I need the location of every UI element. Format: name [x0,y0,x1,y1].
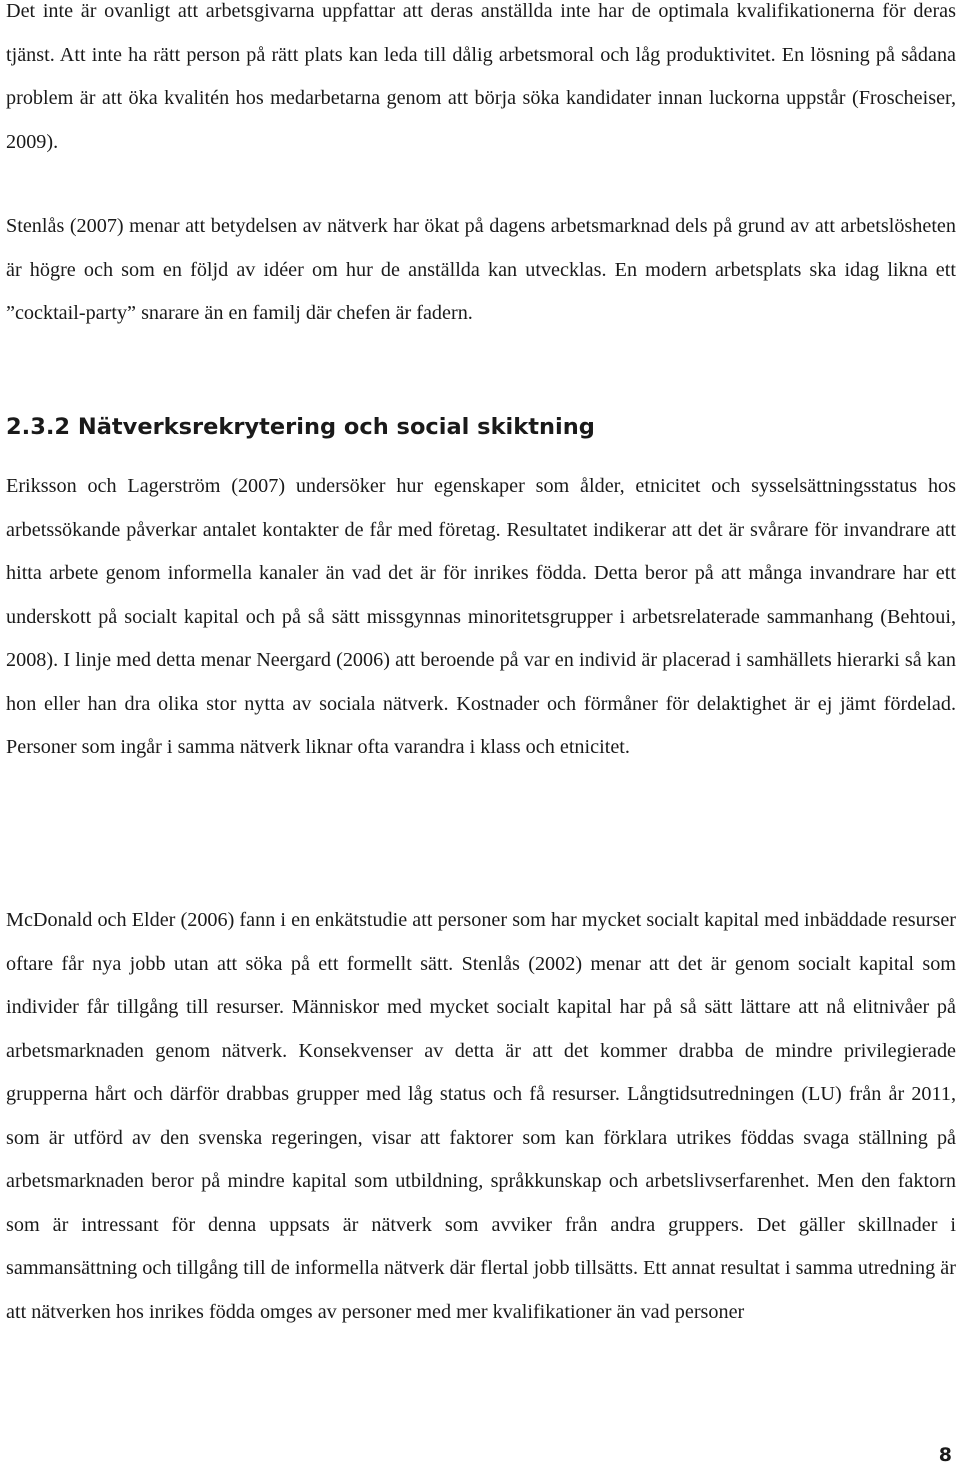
paragraph-1: Det inte är ovanligt att arbetsgivarna uppfattar att deras anställda inte har de optimala kvalifikationerna för deras tjänst. Att inte ha rätt person på rätt plats kan leda till dålig arbetsmoral och låg produktivitet. En lösning på sådana problem är att öka kvalitén hos medarbetarna genom att börja söka kandidater innan luckorna uppstår (Froscheiser, 2009). [6,0,956,153]
section-heading: 2.3.2 Nätverksrekrytering och social skiktning [6,414,595,440]
paragraph-4: McDonald och Elder (2006) fann i en enkätstudie att personer som har mycket socialt kapital med inbäddade resurser oftare får nya jobb utan att söka på ett formellt sätt. Stenlås (2002) menar att det är genom socialt kapital som individer får tillgång till resurser. Människor med mycket socialt kapital har på så sätt lättare att nå elitnivåer på arbetsmarknaden genom nätverk. Konsekvenser av detta är att det kommer drabba de mindre privilegierade grupperna hårt och därför drabbas grupper med låg status och få resurser. Långtidsutredningen (LU) från år 2011, som är utförd av den svenska regeringen, visar att faktorer som kan förklara utrikes föddas svaga ställning på arbetsmarknaden beror på mindre kapital som utbildning, språkkunskap och arbetslivserfarenhet. Men den faktorn som är intressant för denna uppsats är nätverk som avviker från andra gruppers. Det gäller skillnader i sammansättning och tillgång till de informella nätverk där flertal jobb tillsätts. Ett annat resultat i samma utredning är att nätverken hos inrikes födda omges av personer med mer kvalifikationer än vad personer [6,909,956,1323]
page-number: 8 [938,1444,952,1466]
paragraph-3: Eriksson och Lagerström (2007) undersöker hur egenskaper som ålder, etnicitet och sysselsättningsstatus hos arbetssökande påverkar antalet kontakter de får med företag. Resultatet indikerar att det är svårare för invandrare att hitta arbete genom informella kanaler än vad det är för inrikes födda. Detta beror på att många invandrare har ett underskott på socialt kapital och på så sätt missgynnas minoritetsgrupper i arbetsrelaterade sammanhang (Behtoui, 2008). I linje med detta menar Neergard (2006) att beroende på var en individ är placerad i samhällets hierarki så kan hon eller han dra olika stor nytta av sociala nätverk. Kostnader och förmåner för delaktighet är ej jämt fördelad. Personer som ingår i samma nätverk liknar ofta varandra i klass och etnicitet. [6,475,956,758]
paragraph-2: Stenlås (2007) menar att betydelsen av nätverk har ökat på dagens arbetsmarknad dels på grund av att arbetslösheten är högre och som en följd av idéer om hur de anställda kan utvecklas. En modern arbetsplats ska idag likna ett ”cocktail-party” snarare än en familj där chefen är fadern. [6,215,956,324]
